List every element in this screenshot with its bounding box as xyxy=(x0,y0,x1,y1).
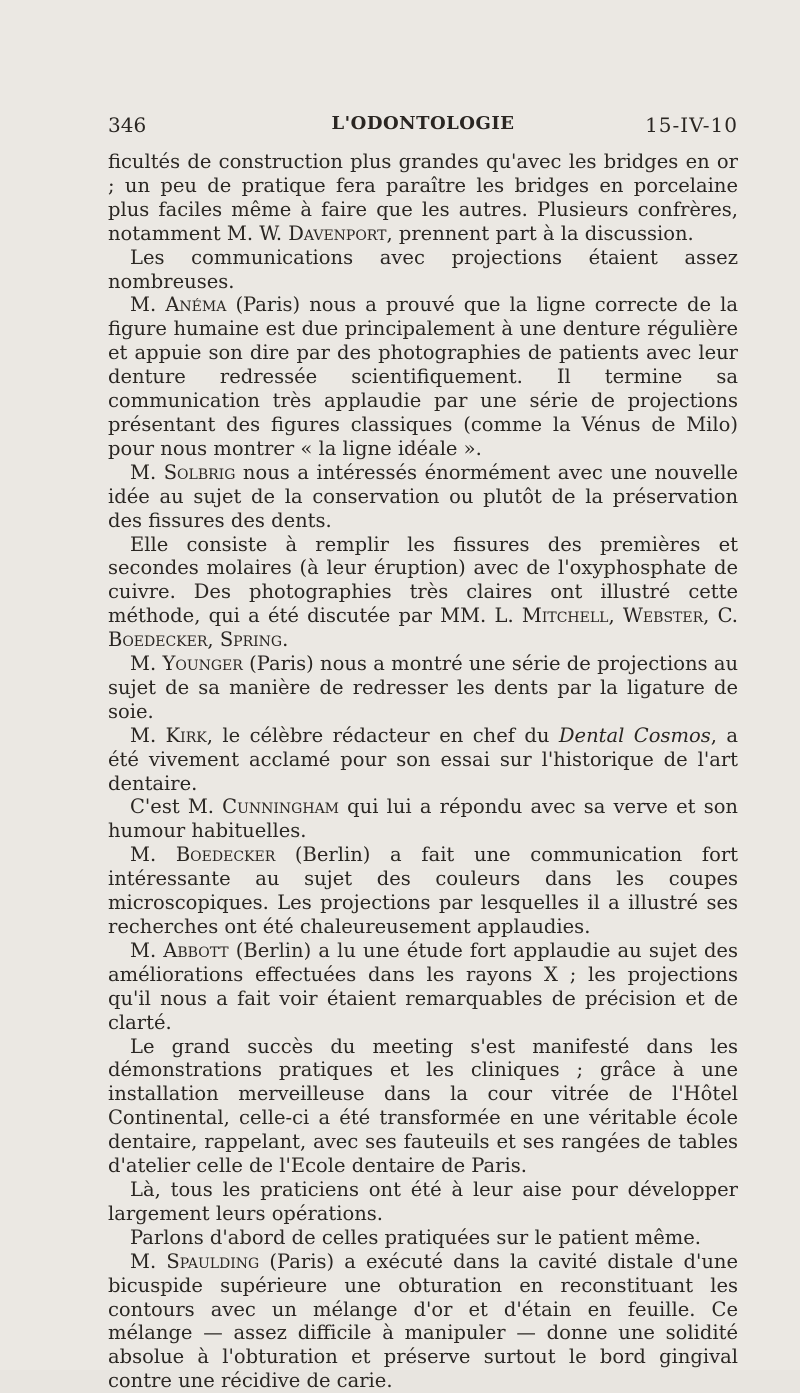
text-run: (Paris) nous a montré une série de projections au sujet de sa manière de redresser les dents par la ligature de soie. xyxy=(108,652,738,723)
text-run: Elle consiste à remplir les fissures des premières et secondes molaires (à leur éruption) avec de l'oxyphosphate de cuivre. Des photographies très claires ont illustré cette méthode, qui a été discutée par MM. L. xyxy=(108,532,738,628)
text-run: M. xyxy=(130,843,176,867)
italic-title: Dental Cosmos xyxy=(558,723,711,747)
paragraph xyxy=(108,1178,738,1226)
issue-date: 15-IV-10 xyxy=(645,113,738,137)
person-name: Cunningham xyxy=(222,795,340,819)
text-run: , C. xyxy=(703,604,738,628)
text-run: (Berlin) a fait une communication fort intéressante au sujet des couleurs dans les coupes microscopiques. Les projections par lesquelles il a illustré ses recherches ont été chaleureusement applaudies. xyxy=(108,843,738,938)
paragraph xyxy=(108,1035,738,1178)
text-run: (Paris) a exécuté dans la cavité distale d'une bicuspide supérieure une obturation en reconstituant les contours avec un mélange d'or et d'étain en feuille. Ce mélange — assez difficile à manipuler — donne une solidité absolue à l'obturation et préserve surtout le bord gingival contre une récidive de carie. xyxy=(108,1249,738,1393)
page-number: 346 xyxy=(108,113,147,137)
paragraph xyxy=(108,724,738,796)
text-run: C'est M. xyxy=(130,795,223,819)
paragraph xyxy=(108,1250,738,1393)
text-run: Parlons d'abord de celles pratiquées sur le patient même. xyxy=(130,1225,701,1249)
person-name: Boedecker xyxy=(175,843,276,867)
article-body xyxy=(108,150,738,1393)
text-run: Le grand succès du meeting s'est manifesté dans les démonstrations pratiques et les cliniques ; grâce à une installation merveilleuse dans la cour vitrée de l'Hôtel Continental, celle-ci a été transformée en une véritable école dentaire, rappelant, avec ses fauteuils et ses rangées de tables d'atelier celle de l'Ecole dentaire de Paris. xyxy=(108,1034,738,1178)
text-run: M. xyxy=(130,652,163,676)
person-name: Anéma xyxy=(165,293,227,317)
paragraph xyxy=(108,1226,738,1250)
text-run: qui lui a répondu avec sa verve et son humour habituelles. xyxy=(108,795,738,843)
running-header xyxy=(108,113,738,143)
text-run: M. xyxy=(130,293,166,317)
text-run: ficultés de construction plus grandes qu'avec les bridges en or ; un peu de pratique fera paraître les bridges en porcelaine plus faciles même à faire que les autres. Plusieurs confrères, notamment M. W. xyxy=(108,150,738,245)
text-run: , xyxy=(608,604,623,628)
text-run: M. xyxy=(130,1249,167,1273)
text-run: Là, tous les praticiens ont été à leur aise pour développer largement leurs opérations. xyxy=(108,1177,738,1225)
paragraph xyxy=(108,150,738,246)
person-name: Davenport xyxy=(288,221,387,245)
paragraph xyxy=(108,461,738,533)
text-run: M. xyxy=(130,938,164,962)
text-run: , xyxy=(207,628,220,652)
person-name: Kirk xyxy=(165,723,207,747)
text-run: , le célèbre rédacteur en chef du xyxy=(206,723,559,747)
person-name: Solbrig xyxy=(163,460,236,484)
person-name: Spaulding xyxy=(166,1249,260,1273)
text-run: Les communications avec projections étaient assez nombreuses. xyxy=(108,245,738,293)
paragraph xyxy=(108,843,738,939)
paragraph xyxy=(108,652,738,724)
text-run: . xyxy=(282,628,289,652)
text-run: (Berlin) a lu une étude fort applaudie au sujet des améliorations effectuées dans les rayons X ; les projections qu'il nous a fait voir étaient remarquables de précision et de clarté. xyxy=(108,938,738,1034)
person-name: Boedecker xyxy=(108,628,208,652)
person-name: Spring xyxy=(219,628,283,652)
person-name: Abbott xyxy=(163,938,229,962)
journal-title: L'ODONTOLOGIE xyxy=(331,113,515,134)
text-run: nous a intéressés énormément avec une nouvelle idée au sujet de la conservation ou plutôt de la préservation des fissures des dents. xyxy=(108,460,738,532)
text-run: , a été vivement acclamé pour son essai sur l'historique de l'art dentaire. xyxy=(108,723,738,795)
person-name: Webster xyxy=(622,604,704,628)
person-name: Younger xyxy=(162,652,243,676)
text-run: M. xyxy=(130,723,166,747)
text-run: , prennent part à la discussion. xyxy=(386,221,694,245)
paragraph xyxy=(108,246,738,294)
text-run: M. xyxy=(130,460,164,484)
paragraph xyxy=(108,939,738,1035)
person-name: Mitchell xyxy=(521,604,609,628)
paragraph xyxy=(108,533,738,653)
paragraph xyxy=(108,795,738,843)
paragraph xyxy=(108,293,738,460)
text-run: (Paris) nous a prouvé que la ligne correcte de la figure humaine est due principalement à une denture régulière et appuie son dire par des photographies de patients avec leur denture redressée scientifiquement. Il termine sa communication très applaudie par une série de projections présentant des figures classiques (comme la Vénus de Milo) pour nous montrer « la ligne idéale ». xyxy=(108,293,738,460)
